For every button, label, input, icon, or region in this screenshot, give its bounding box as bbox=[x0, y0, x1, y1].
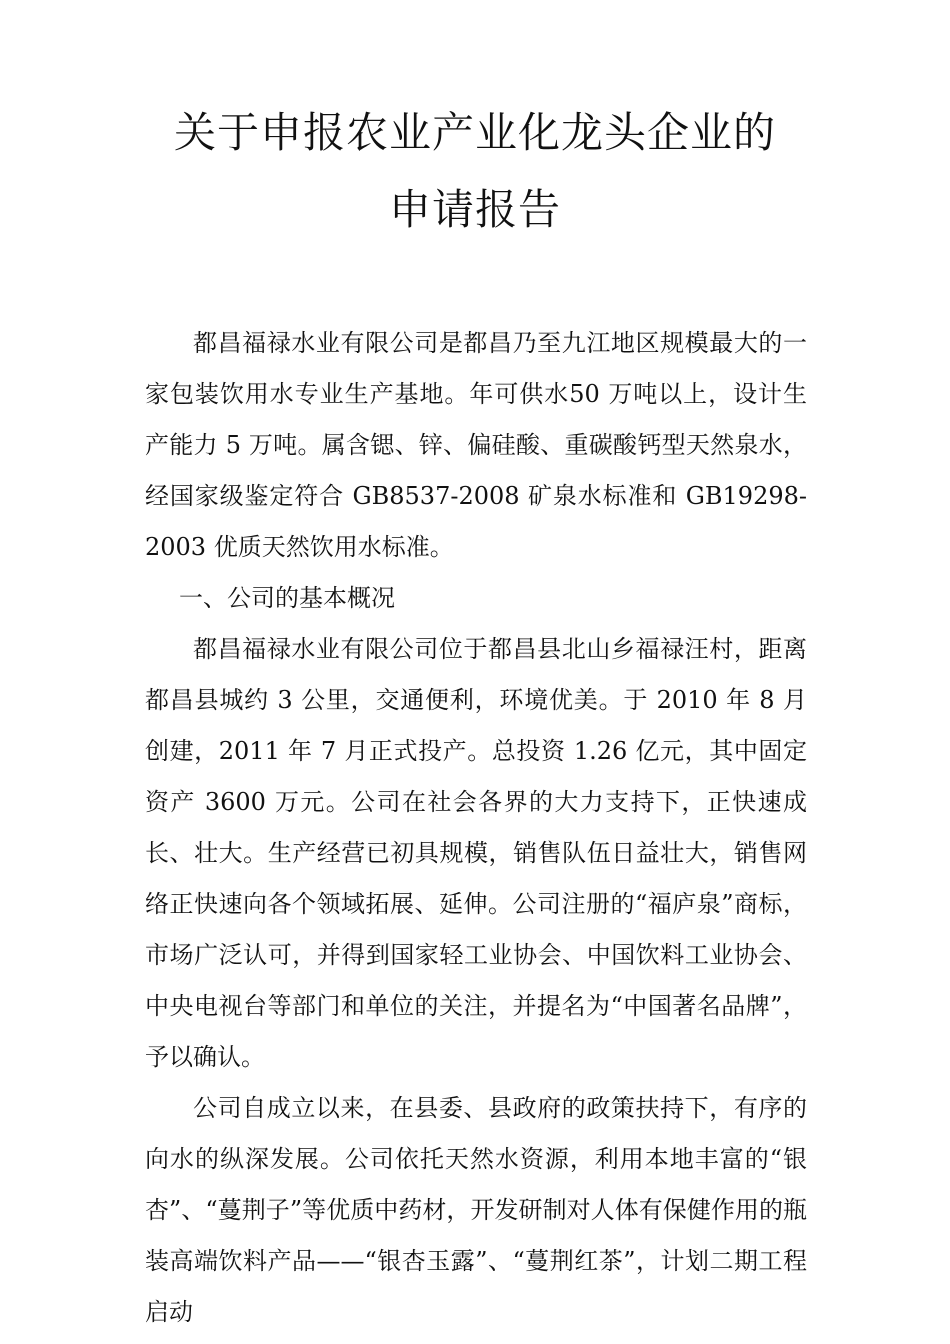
paragraph-company-development: 公司自成立以来，在县委、县政府的政策扶持下，有序的向水的纵深发展。公司依托天然水资源，利用本地丰富的“银杏”、“蔓荆子”等优质中药材，开发研制对人体有保健作用的瓶装高端饮料产品——“银杏玉露”、“蔓荆红茶”，计划二期工程启动 bbox=[145, 1094, 807, 1326]
document-title-line-1: 关于申报农业产业化龙头企业的 bbox=[173, 108, 776, 157]
document-body bbox=[145, 318, 807, 1338]
document-title-line-2: 申请报告 bbox=[388, 185, 561, 234]
paragraph-intro: 都昌福禄水业有限公司是都昌乃至九江地区规模最大的一家包装饮用水专业生产基地。年可供水50 万吨以上，设计生产能力 5 万吨。属含锶、锌、偏硅酸、重碳酸钙型天然泉水，经国家级鉴定符合 GB8537-2008 矿泉水标准和 GB19298-2003 优质天然饮用水标准。 bbox=[145, 329, 807, 561]
section-heading-company-overview: 一、公司的基本概况 bbox=[179, 584, 395, 612]
paragraph-company-location: 都昌福禄水业有限公司位于都昌县北山乡福禄汪村，距离都昌县城约 3 公里，交通便利，环境优美。于 2010 年 8 月创建，2011 年 7 月正式投产。总投资 1.26 亿元，其中固定资产 3600 万元。公司在社会各界的大力支持下，正快速成长、壮大。生产经营已初具规模，销售队伍日益壮大，销售网络正快速向各个领域拓展、延伸。公司注册的“福庐泉”商标，市场广泛认可，并得到国家轻工业协会、中国饮料工业协会、中央电视台等部门和单位的关注，并提名为“中国著名品牌”，予以确认。 bbox=[145, 635, 807, 1071]
